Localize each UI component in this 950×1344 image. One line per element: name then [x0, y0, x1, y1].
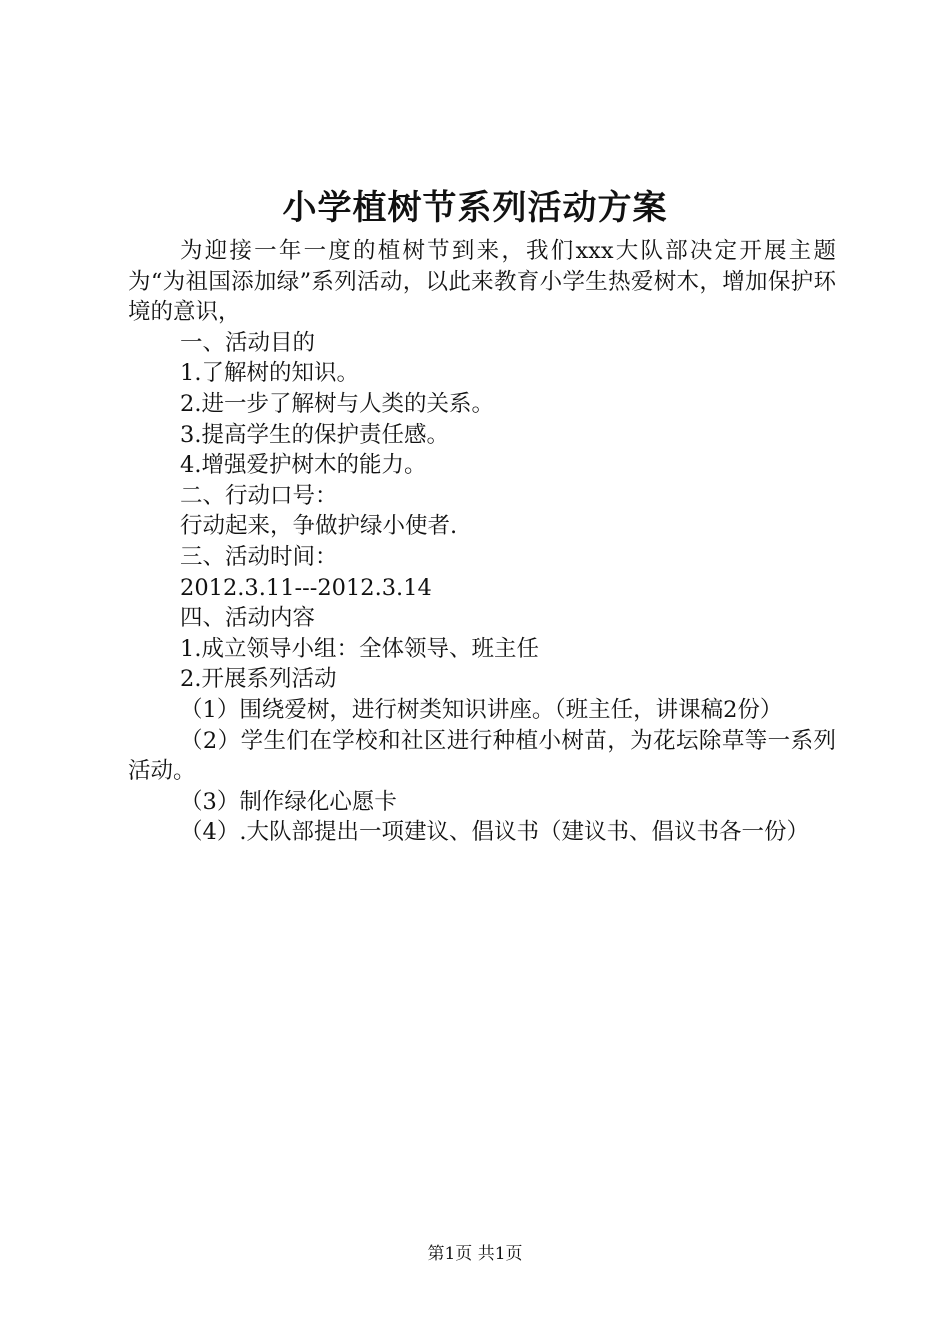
purpose-item: 1.了解树的知识。 — [180, 360, 359, 387]
purpose-item: 2.进一步了解树与人类的关系。 — [180, 390, 494, 417]
activity-item: （1）围绕爱树，进行树类知识讲座。（班主任，讲课稿2份） — [180, 696, 783, 723]
time-range-text: 2012.3.11---2012.3.14 — [180, 574, 432, 601]
slogan-text: 行动起来，争做护绿小使者. — [180, 513, 458, 540]
section-heading-content: 四、活动内容 — [180, 605, 316, 632]
content-item: 1.成立领导小组：全体领导、班主任 — [180, 635, 539, 662]
purpose-item: 4.增强爱护树木的能力。 — [180, 452, 427, 479]
page-footer: 第1页 共1页 — [427, 1244, 523, 1264]
intro-paragraph: 为迎接一年一度的植树节到来，我们xxx大队部决定开展主题为“为祖国添加绿”系列活动，以此来教育小学生热爱树木，增加保护环境的意识， — [128, 238, 836, 326]
document-title: 小学植树节系列活动方案 — [282, 188, 668, 228]
section-heading-slogan: 二、行动口号： — [180, 482, 338, 509]
section-heading-time: 三、活动时间： — [180, 543, 338, 570]
document-body — [128, 236, 836, 848]
content-item: 2.开展系列活动 — [180, 666, 337, 693]
activity-item: （4）.大队部提出一项建议、倡议书（建议书、倡议书各一份） — [180, 819, 809, 846]
section-heading-purpose: 一、活动目的 — [180, 329, 316, 356]
activity-item: （3）制作绿化心愿卡 — [180, 788, 397, 815]
activity-item: （2）学生们在学校和社区进行种植小树苗，为花坛除草等一系列活动。 — [128, 727, 836, 785]
purpose-item: 3.提高学生的保护责任感。 — [180, 421, 449, 448]
